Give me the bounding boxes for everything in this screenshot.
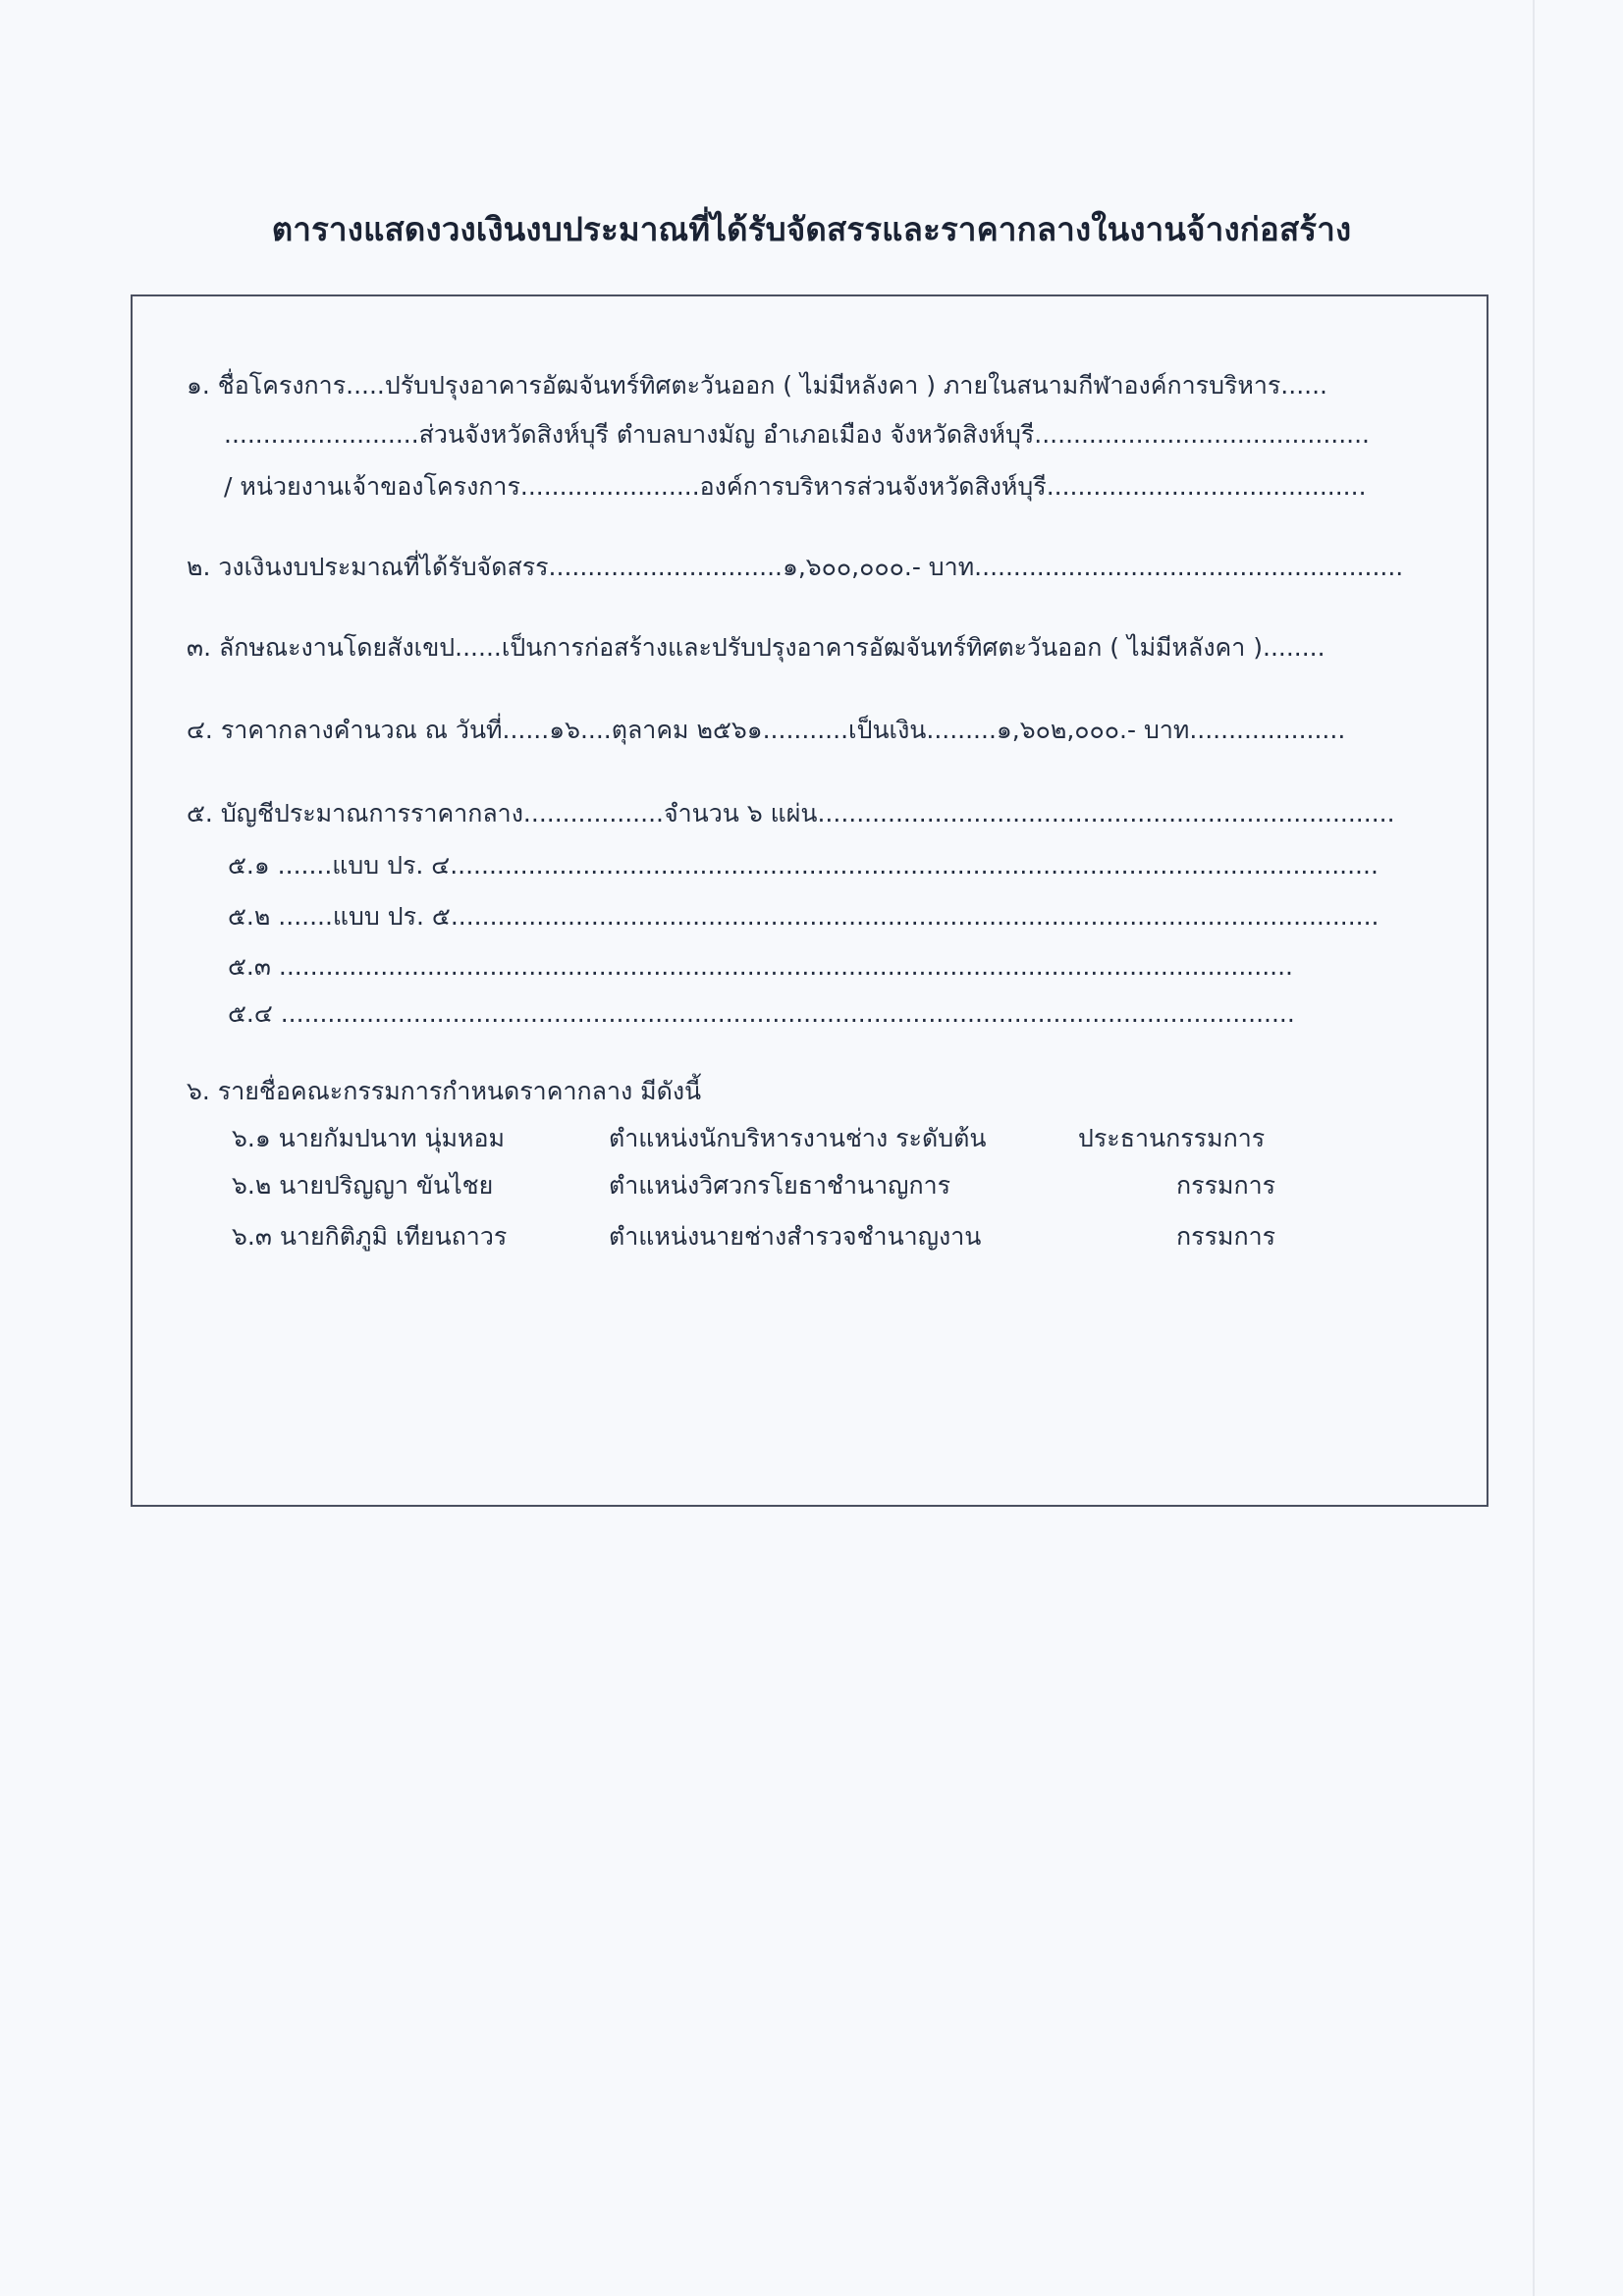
- reference-price-line: ๔. ราคากลางคำนวณ ณ วันที่......๑๖....ตุลาคม ๒๕๖๑...........เป็นเงิน.........๑,๖๐๒,๐๐๐.- บาท....................: [187, 716, 1346, 744]
- bill-item-5-2: ๕.๒ .......แบบ ปร. ๕.......................................................................................................................: [228, 902, 1380, 931]
- committee-member-2-role: กรรมการ: [1176, 1171, 1276, 1200]
- committee-member-2-position: ตำแหน่งวิศวกรโยธาชำนาญการ: [609, 1171, 951, 1200]
- project-name-line-2: .........................ส่วนจังหวัดสิงห์บุรี ตำบลบางมัญ อำเภอเมือง จังหวัดสิงห์บุรี...........................................: [224, 420, 1371, 449]
- document-title: ตารางแสดงวงเงินงบประมาณที่ได้รับจัดสรรและราคากลางในงานจ้างก่อสร้าง: [271, 210, 1352, 248]
- scan-edge: [1533, 0, 1535, 2296]
- committee-heading: ๖. รายชื่อคณะกรรมการกำหนดราคากลาง มีดังนี้: [187, 1077, 702, 1105]
- committee-member-3-position: ตำแหน่งนายช่างสำรวจชำนาญงาน: [609, 1222, 982, 1251]
- bill-of-quantities-line: ๕. บัญชีประมาณการราคากลาง..................จำนวน ๖ แผ่น..........................................................................: [187, 799, 1395, 828]
- committee-member-1-position: ตำแหน่งนักบริหารงานช่าง ระดับต้น: [609, 1124, 987, 1152]
- committee-member-3-role: กรรมการ: [1176, 1222, 1276, 1251]
- bill-item-5-4: ๕.๔ ..................................................................................................................................: [228, 999, 1295, 1028]
- bill-item-5-1: ๕.๑ .......แบบ ปร. ๔.......................................................................................................................: [228, 851, 1379, 880]
- project-name-line-1: ๑. ชื่อโครงการ.....ปรับปรุงอาคารอัฒจันทร์ทิศตะวันออก ( ไม่มีหลังคา ) ภายในสนามกีฬาองค์การบริหาร......: [187, 371, 1327, 400]
- project-owner-line: / หน่วยงานเจ้าของโครงการ.......................องค์การบริหารส่วนจังหวัดสิงห์บุรี.........................................: [224, 472, 1367, 501]
- committee-member-1-role: ประธานกรรมการ: [1078, 1124, 1266, 1152]
- committee-member-3-name: ๖.๓ นายกิติภูมิ เทียนถาวร: [232, 1222, 508, 1251]
- budget-line: ๒. วงเงินงบประมาณที่ได้รับจัดสรร..............................๑,๖๐๐,๐๐๐.- บาท.......................................................: [187, 553, 1404, 581]
- scope-line: ๓. ลักษณะงานโดยสังเขป......เป็นการก่อสร้างและปรับปรุงอาคารอัฒจันทร์ทิศตะวันออก ( ไม่มีหลังคา )........: [187, 633, 1325, 662]
- committee-member-1-name: ๖.๑ นายกัมปนาท นุ่มหอม: [232, 1124, 505, 1152]
- bill-item-5-3: ๕.๓ ..................................................................................................................................: [228, 952, 1293, 981]
- committee-member-2-name: ๖.๒ นายปริญญา ขันไชย: [232, 1171, 494, 1200]
